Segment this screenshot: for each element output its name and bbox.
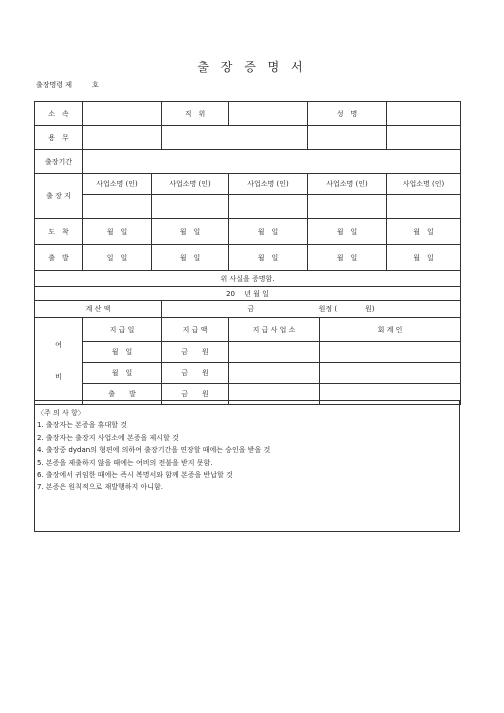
period-value[interactable] xyxy=(83,150,461,174)
departure-date-3[interactable]: 월 일 xyxy=(229,245,308,271)
destination-value-2[interactable] xyxy=(152,195,229,219)
notes-content xyxy=(35,401,460,532)
pay-date-1[interactable]: 월 일 xyxy=(83,342,162,363)
period-label: 출장기간 xyxy=(35,150,83,174)
departure-label: 출 발 xyxy=(35,245,83,271)
office-stamp-2: 사업소명 (인) xyxy=(152,174,229,195)
departure-date-4[interactable]: 월 일 xyxy=(308,245,387,271)
destination-value-5[interactable] xyxy=(387,195,461,219)
pay-amount-2[interactable]: 금 원 xyxy=(162,363,229,384)
note-item: 6. 출장에서 귀임한 때에는 즉시 복명서와 함께 본증을 반납할 것 xyxy=(37,471,233,480)
notes-header: 〈주 의 사 항〉 xyxy=(37,409,85,417)
pay-office-2[interactable] xyxy=(229,363,320,384)
purpose-value-4[interactable] xyxy=(387,126,461,150)
header-pay-amount: 지 급 액 xyxy=(162,318,229,342)
calc-won-note: 원정 ( 원) xyxy=(318,305,375,313)
destination-value-3[interactable] xyxy=(229,195,308,219)
purpose-value-1[interactable] xyxy=(83,126,162,150)
accountant-1[interactable] xyxy=(320,342,461,363)
order-suffix: 호 xyxy=(92,81,99,89)
header-pay-date: 지 급 일 xyxy=(83,318,162,342)
departure-date-5[interactable]: 월 일 xyxy=(387,245,461,271)
arrival-date-4[interactable]: 월 일 xyxy=(308,219,387,245)
purpose-label: 용 무 xyxy=(35,126,83,150)
travel-expense-label xyxy=(35,318,83,405)
pay-date-3[interactable]: 출 발 xyxy=(83,384,162,405)
certify-date: 20 년 월 일 xyxy=(35,287,461,301)
pay-date-2[interactable]: 월 일 xyxy=(83,363,162,384)
name-value[interactable] xyxy=(387,102,461,126)
arrival-label: 도 착 xyxy=(35,219,83,245)
purpose-value-2[interactable] xyxy=(162,126,308,150)
pay-amount-3[interactable]: 금 원 xyxy=(162,384,229,405)
destination-value-1[interactable] xyxy=(83,195,152,219)
pay-amount-1[interactable]: 금 원 xyxy=(162,342,229,363)
affiliation-label: 소 속 xyxy=(35,102,83,126)
destination-value-4[interactable] xyxy=(308,195,387,219)
pay-office-1[interactable] xyxy=(229,342,320,363)
note-item: 7. 본증은 원칙적으로 재발행하지 아니함. xyxy=(37,483,163,492)
office-stamp-3: 사업소명 (인) xyxy=(229,174,308,195)
departure-date-2[interactable]: 월 일 xyxy=(152,245,229,271)
office-stamp-4: 사업소명 (인) xyxy=(308,174,387,195)
note-item: 4. 출장중 dydan의 형편에 의하여 출장기간을 연장할 때에는 승인을 받을 것 xyxy=(37,446,271,455)
note-item: 5. 본증을 제출하지 않을 때에는 여비의 전불을 받지 못함. xyxy=(37,458,213,467)
calc-label: 계 산 액 xyxy=(35,301,162,318)
header-accountant: 회 계 인 xyxy=(320,318,461,342)
destination-label: 출 장 지 xyxy=(35,174,83,219)
document-title: 출 장 증 명 서 xyxy=(197,60,307,74)
accountant-2[interactable] xyxy=(320,363,461,384)
header-pay-office: 지 급 사 업 소 xyxy=(229,318,320,342)
note-item: 1. 출장자는 본증을 휴대할 것 xyxy=(37,421,127,430)
purpose-value-3[interactable] xyxy=(308,126,387,150)
office-stamp-1: 사업소명 (인) xyxy=(83,174,152,195)
certify-text: 위 사실을 증명함. xyxy=(35,271,461,287)
position-value[interactable] xyxy=(229,102,308,126)
arrival-date-3[interactable]: 월 일 xyxy=(229,219,308,245)
note-item: 2. 출장자는 출장지 사업소에 본증을 제시할 것 xyxy=(37,433,179,442)
arrival-date-5[interactable]: 월 일 xyxy=(387,219,461,245)
order-number-line xyxy=(36,80,99,90)
arrival-date-2[interactable]: 월 일 xyxy=(152,219,229,245)
certificate-form-table xyxy=(34,101,461,405)
position-label: 직 위 xyxy=(162,102,229,126)
calc-amount-row[interactable] xyxy=(162,301,461,318)
calc-amount-prefix: 금 xyxy=(247,305,255,313)
travel-label-2: 비 xyxy=(55,373,62,381)
name-label: 성 명 xyxy=(308,102,387,126)
travel-label-1: 여 xyxy=(55,341,62,349)
departure-date-1[interactable]: 일 일 xyxy=(83,245,152,271)
affiliation-value[interactable] xyxy=(83,102,162,126)
notes-box xyxy=(34,400,460,532)
arrival-date-1[interactable]: 월 일 xyxy=(83,219,152,245)
order-label: 출장명령 제 xyxy=(36,81,73,89)
office-stamp-5: 사업소명 (인) xyxy=(387,174,461,195)
